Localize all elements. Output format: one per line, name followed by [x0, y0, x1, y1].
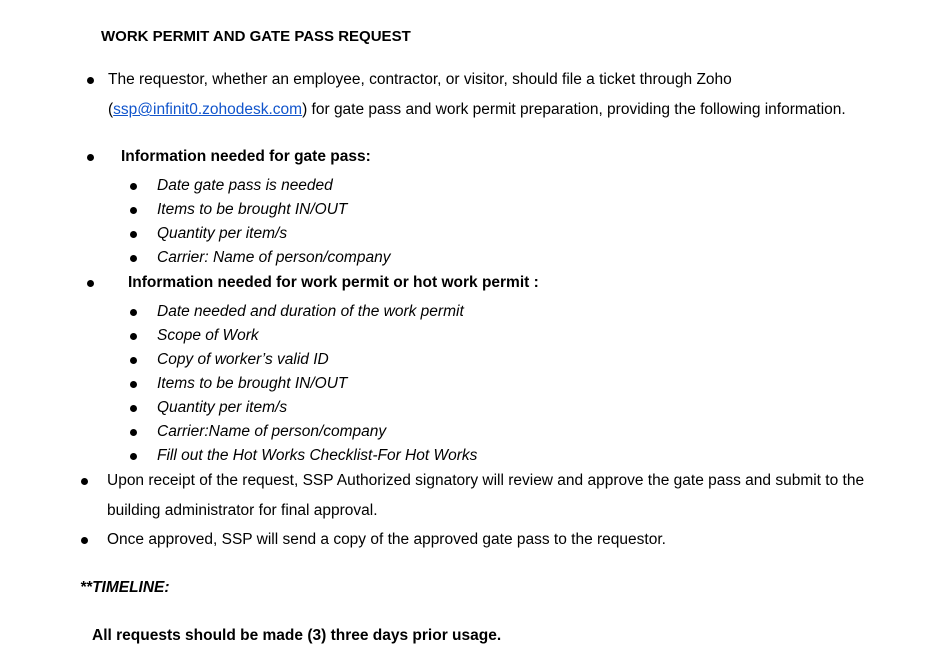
support-email-link[interactable]: ssp@infinit0.zohodesk.com [113, 101, 303, 118]
bullet-marker [87, 280, 94, 287]
approved-text: Once approved, SSP will send a copy of the approved gate pass to the requestor. [107, 531, 666, 548]
bullet-marker [130, 255, 137, 262]
bullet-marker [130, 453, 137, 460]
bullet-marker [130, 207, 137, 214]
work-permit-item: Copy of worker’s valid ID [157, 351, 329, 368]
work-permit-item: Date needed and duration of the work permit [157, 303, 464, 320]
intro-paren-open: ( [108, 101, 114, 118]
bullet-marker [130, 231, 137, 238]
gate-pass-item: Quantity per item/s [157, 225, 288, 242]
timeline-note: All requests should be made (3) three days prior usage. [92, 627, 502, 644]
work-permit-item: Fill out the Hot Works Checklist-For Hot Works [157, 447, 478, 464]
work-permit-item: Quantity per item/s [157, 399, 288, 416]
intro-line-1: The requestor, whether an employee, contractor, or visitor, should file a ticket through Zoho [108, 71, 732, 88]
work-permit-item: Scope of Work [157, 327, 259, 344]
bullet-marker [130, 429, 137, 436]
review-line-1: Upon receipt of the request, SSP Authorized signatory will review and approve the gate pass and submit to the [107, 472, 865, 489]
bullet-marker [130, 333, 137, 340]
gate-pass-item: Date gate pass is needed [157, 177, 333, 194]
work-permit-heading: Information needed for work permit or hot work permit : [128, 274, 539, 291]
bullet-marker [81, 478, 88, 485]
intro-line-2 [108, 100, 846, 120]
bullet-marker [130, 405, 137, 412]
intro-line-2-rest: ) for gate pass and work permit preparation, providing the following information. [302, 101, 846, 118]
bullet-marker [87, 154, 94, 161]
work-permit-item: Items to be brought IN/OUT [157, 375, 348, 392]
review-line-2: building administrator for final approval. [107, 502, 378, 519]
bullet-marker [130, 309, 137, 316]
gate-pass-heading: Information needed for gate pass: [121, 148, 371, 165]
bullet-marker [130, 381, 137, 388]
work-permit-item: Carrier:Name of person/company [157, 423, 387, 440]
bullet-marker [81, 537, 88, 544]
gate-pass-item: Items to be brought IN/OUT [157, 201, 348, 218]
bullet-marker [130, 183, 137, 190]
bullet-marker [87, 77, 94, 84]
timeline-label: **TIMELINE: [80, 579, 170, 596]
bullet-marker [130, 357, 137, 364]
gate-pass-item: Carrier: Name of person/company [157, 249, 391, 266]
page-title: WORK PERMIT AND GATE PASS REQUEST [101, 28, 411, 45]
